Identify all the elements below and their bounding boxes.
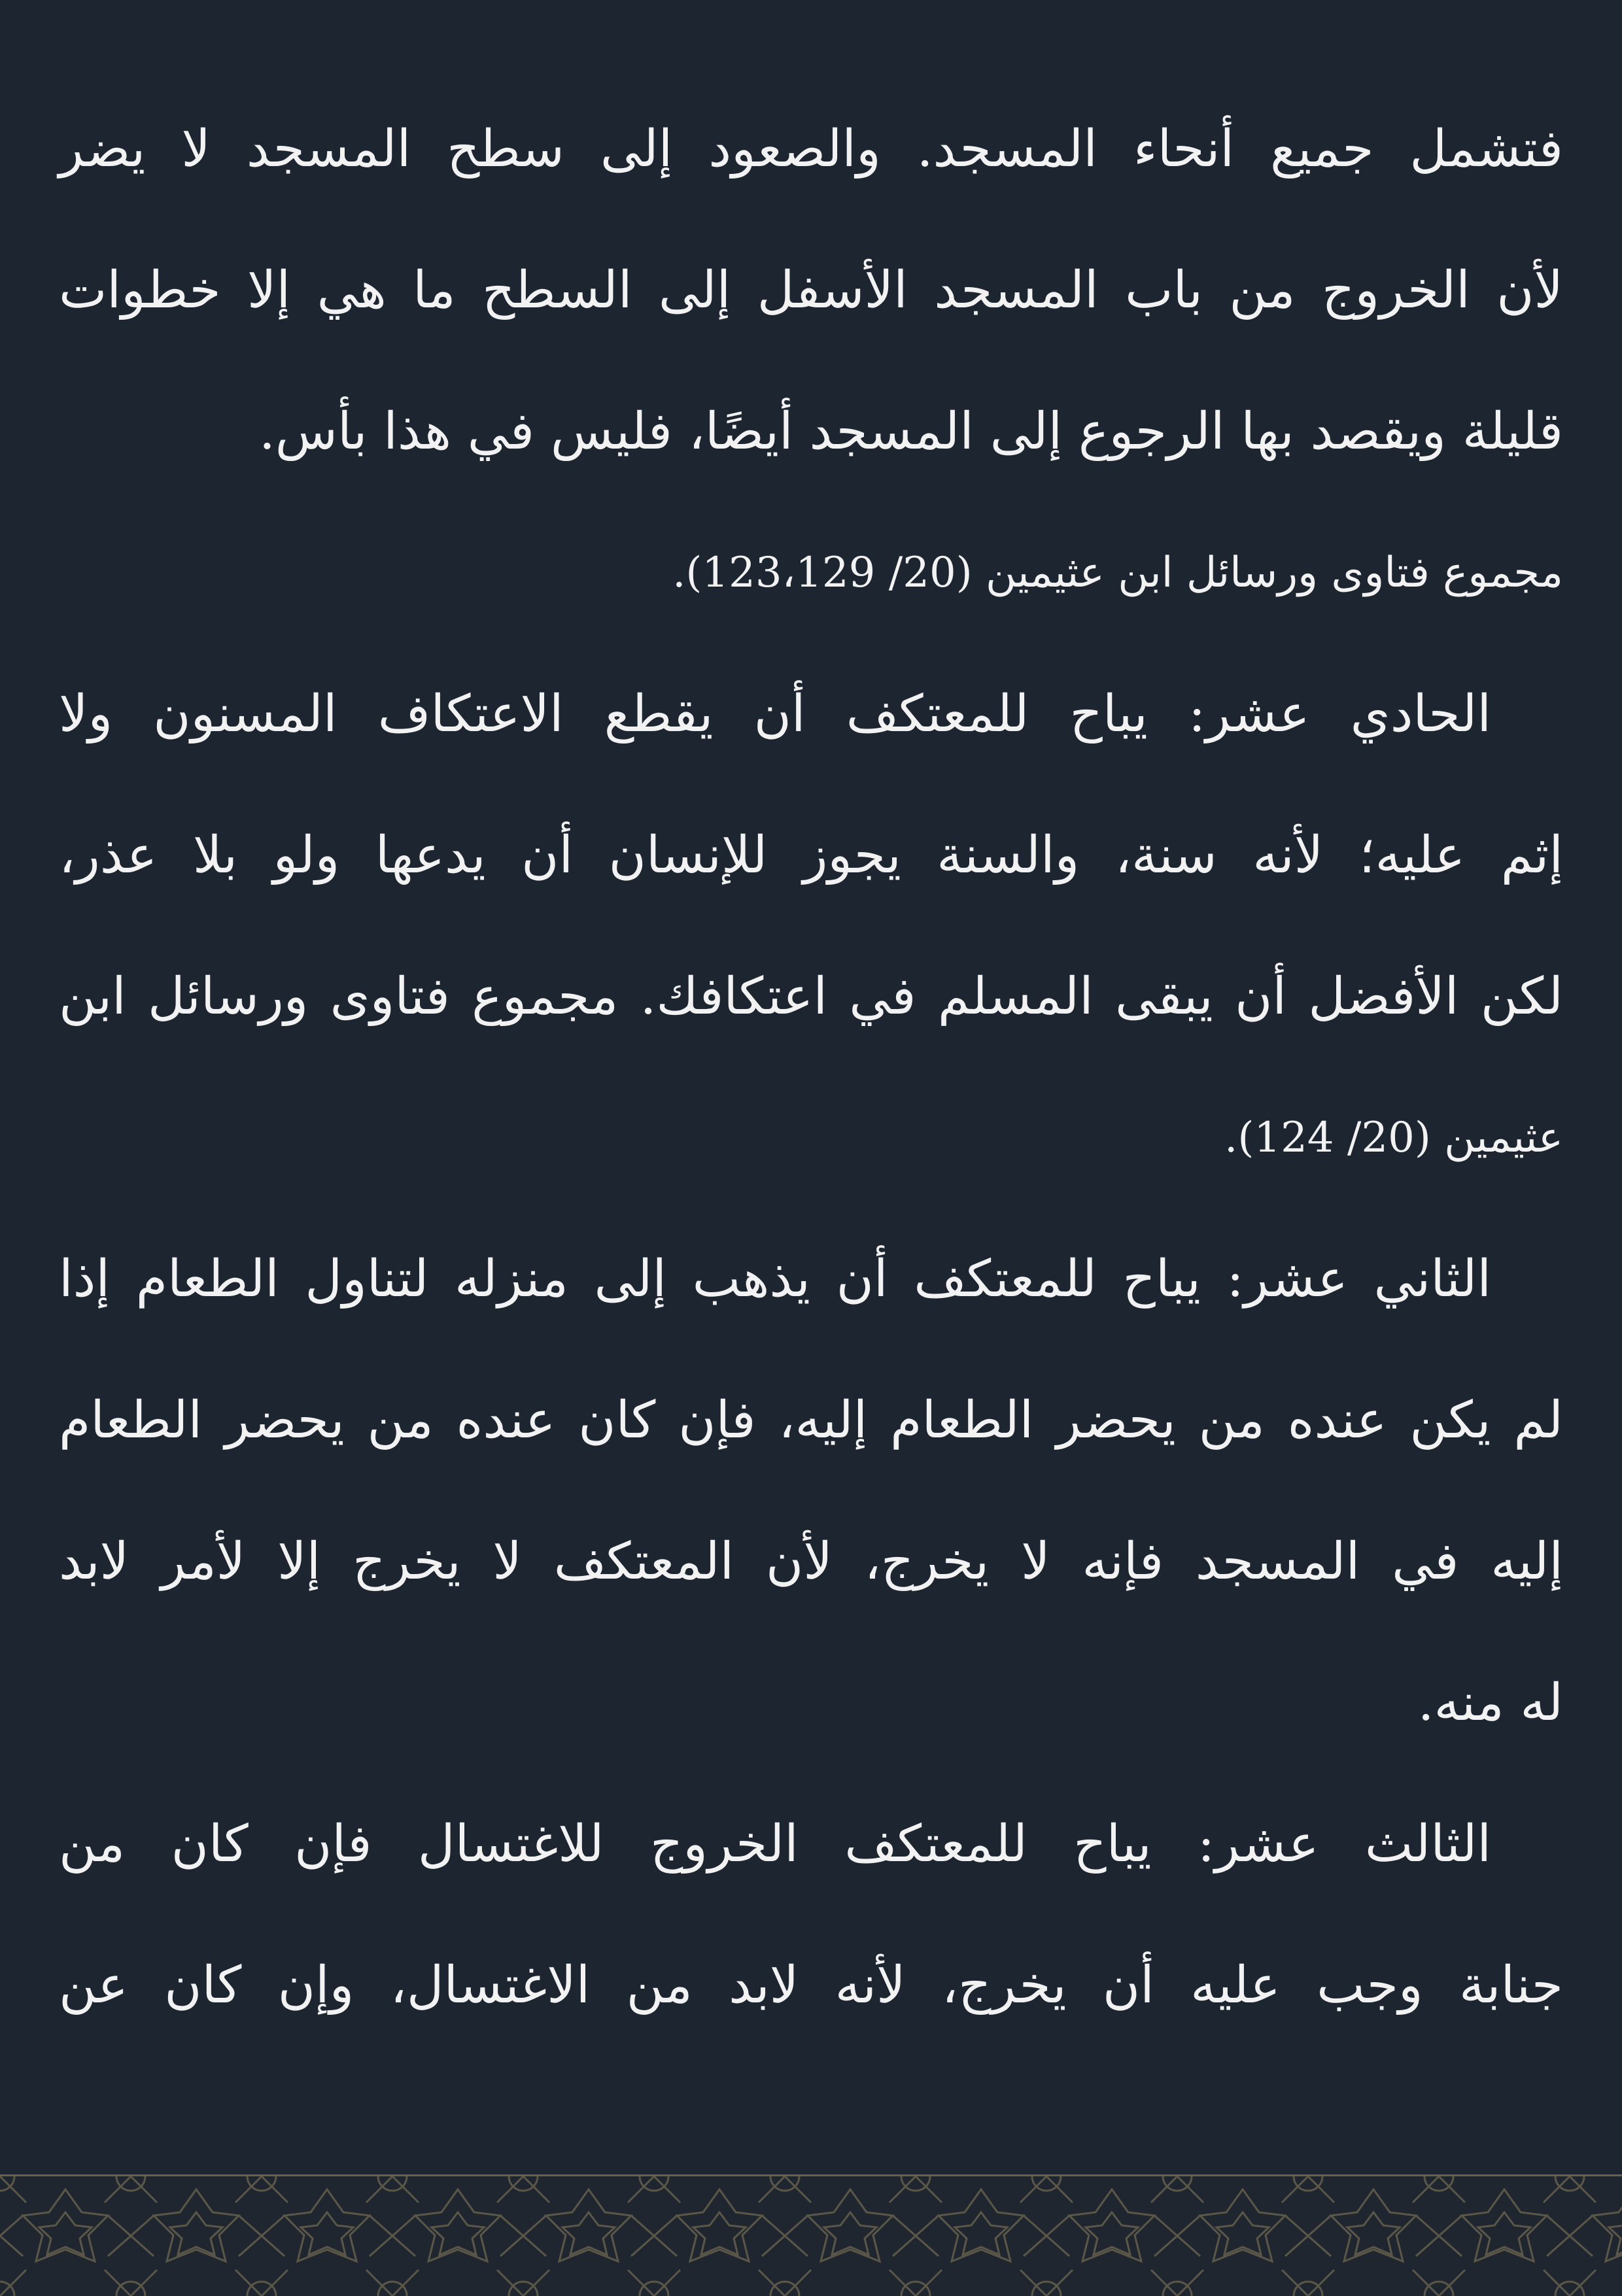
arabesque-pattern-icon [0, 2176, 1622, 2296]
paragraph-twelfth [59, 1208, 1563, 1773]
paragraph-continuation [59, 78, 1563, 643]
text-line: جنابة وجب عليه أن يخرج، لأنه لابد من الاغتسال، وإن كان عن [59, 1956, 1563, 2015]
citation-line: عثيمين (20/ 124). [1224, 1114, 1563, 1162]
text-line: الثالث عشر: يباح للمعتكف الخروج للاغتسال فإن كان من [59, 1815, 1491, 1874]
citation-line: مجموع فتاوى ورسائل ابن عثيمين (20/ 123،129). [672, 549, 1563, 597]
paragraph-eleventh [59, 643, 1563, 1208]
decorative-footer-pattern [0, 2174, 1622, 2296]
paragraph-thirteenth [59, 1773, 1563, 2056]
document-page [59, 78, 1563, 2056]
text-line: فتشمل جميع أنحاء المسجد. والصعود إلى سطح المسجد لا يضر [59, 120, 1563, 179]
text-line: قليلة ويقصد بها الرجوع إلى المسجد أيضًا، فليس في هذا بأس. [258, 402, 1563, 461]
text-line: لم يكن عنده من يحضر الطعام إليه، فإن كان عنده من يحضر الطعام [59, 1391, 1563, 1450]
text-line: لكن الأفضل أن يبقى المسلم في اعتكافك. مجموع فتاوى ورسائل ابن [59, 967, 1563, 1026]
text-line: إثم عليه؛ لأنه سنة، والسنة يجوز للإنسان أن يدعها ولو بلا عذر، [59, 826, 1563, 885]
text-line: الحادي عشر: يباح للمعتكف أن يقطع الاعتكاف المسنون ولا [59, 685, 1491, 744]
text-line: له منه. [1417, 1673, 1563, 1732]
text-line: لأن الخروج من باب المسجد الأسفل إلى السطح ما هي إلا خطوات [59, 261, 1563, 320]
text-line: الثاني عشر: يباح للمعتكف أن يذهب إلى منزله لتناول الطعام إذا [59, 1250, 1491, 1309]
text-line: إليه في المسجد فإنه لا يخرج، لأن المعتكف لا يخرج إلا لأمر لابد [59, 1532, 1563, 1591]
